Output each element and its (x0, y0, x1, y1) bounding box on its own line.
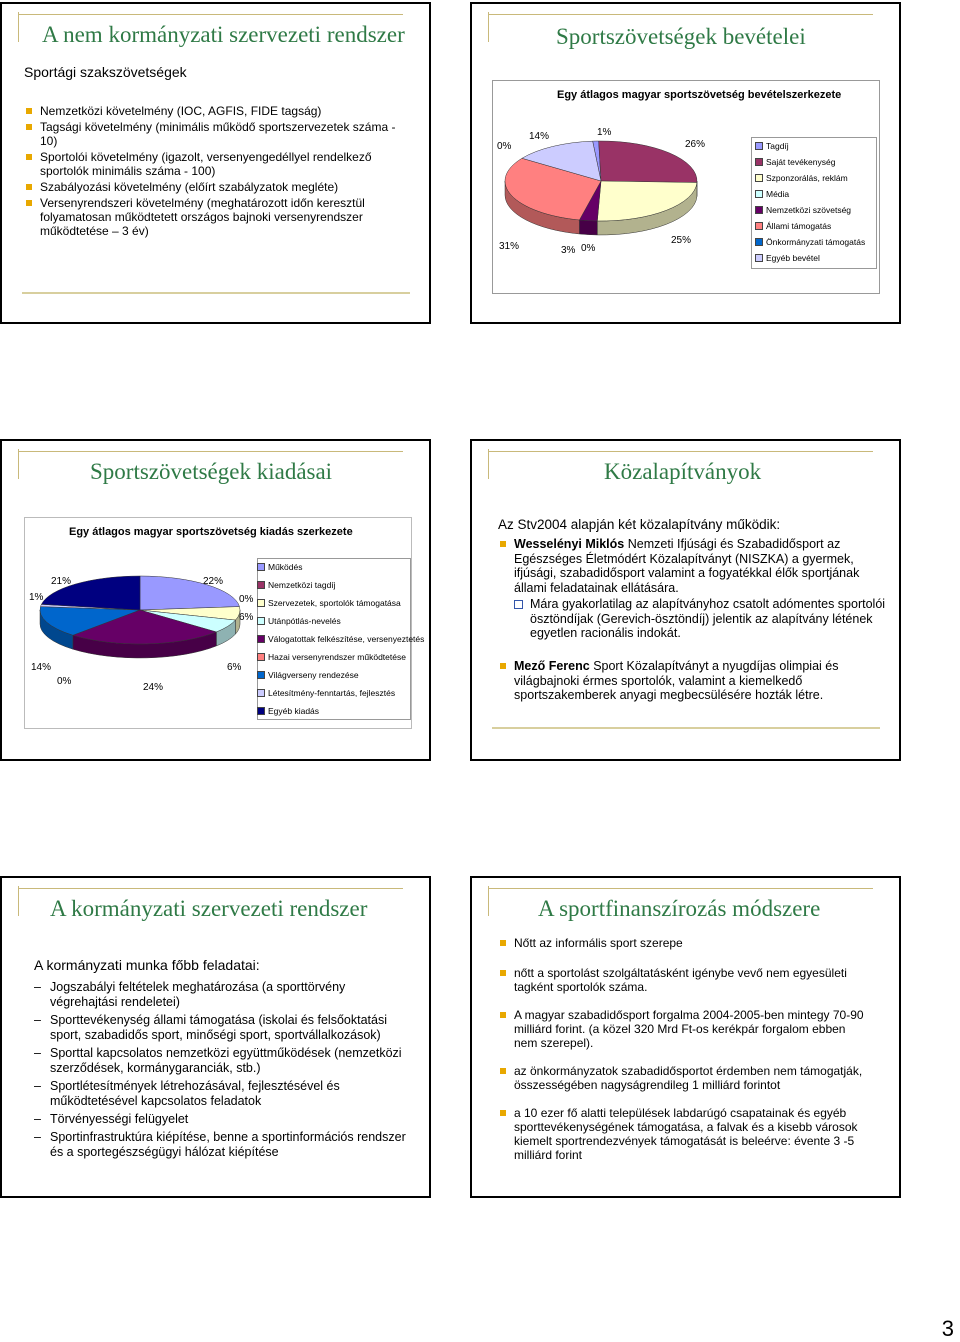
title-decoration (18, 449, 19, 479)
title-decoration-line (488, 451, 873, 452)
list-item: – Jogszabályi feltételek meghatározása (a sporttörvény végrehajtási rendeletei) (34, 980, 410, 1010)
legend-item: Tagdíj (766, 141, 789, 151)
revenue-pie (493, 81, 753, 281)
data-label: 21% (51, 576, 71, 587)
title-decoration (488, 449, 489, 479)
data-label: 31% (499, 241, 519, 252)
data-label: 14% (31, 662, 51, 673)
requirements-list (24, 104, 409, 240)
slide-gov-system (0, 876, 431, 1198)
data-label: 0% (239, 594, 253, 605)
list-item (498, 659, 878, 703)
data-label: 22% (203, 576, 223, 587)
legend-item: Egyéb kiadás (268, 706, 319, 716)
slide-title: Sportszövetségek bevételei (556, 24, 806, 50)
square-bullet-icon (514, 600, 523, 609)
legend-item: Szervezetek, sportolók támogatása (268, 598, 401, 608)
legend-item: Válogatottak felkészítése, versenyeztetés (268, 634, 424, 644)
item-text: Nemzeti Ifjúsági és Szabadidősport az Egészséges Életmódért Közalapítványt (NISZKA) a gyermek, ifjúsági, szabadidősport valamint a fogyatékkal élők sportjának állami feladatainak ellátására. (514, 537, 859, 595)
foundations-list-2 (498, 659, 878, 705)
slide-intro: Az Stv2004 alapján két közalapítvány működik: (498, 517, 780, 532)
legend-item: Nemzetközi szövetség (766, 205, 851, 215)
sub-item-text: Mára gyakorlatilag az alapítványhoz csatolt adómentes sportolói ösztöndíjak (Gerevich-ösztöndíj) jelentik az alapítvány létének egyetlen racionális indokát. (530, 597, 885, 640)
slide-title: Közalapítványok (604, 459, 761, 485)
list-item: Tagsági követelmény (minimális működő sportszervezetek száma - 10) (24, 120, 409, 148)
slide-federation-revenue (470, 2, 901, 324)
chart-title: Egy átlagos magyar sportszövetség bevételszerkezete (557, 89, 841, 101)
list-item: – Sporttal kapcsolatos nemzetközi együttműködések (nemzetközi szerződések, kormánygaranciák, stb.) (34, 1046, 410, 1076)
pie-slice-side (579, 220, 597, 235)
chart-legend (751, 137, 877, 269)
list-item: – Sportlétesítmények létrehozásával, fejlesztésével és működtetésével kapcsolatos feladatok (34, 1079, 410, 1109)
slide-federation-expenses (0, 439, 431, 761)
data-label: 26% (685, 139, 705, 150)
list-item: Szabályozási követelmény (előírt szabályzatok megléte) (24, 180, 409, 194)
slide-title: A sportfinanszírozás módszere (538, 896, 820, 922)
title-decoration-line (488, 888, 873, 889)
data-label: 0% (57, 676, 71, 687)
slide-subtitle: Sportági szakszövetségek (24, 64, 187, 80)
legend-item: Szponzorálás, reklám (766, 173, 848, 183)
legend-item: Hazai versenyrendszer működtetése (268, 652, 406, 662)
list-item: Nőtt az informális sport szerepe (498, 936, 868, 950)
legend-item: Utánpótlás-nevelés (268, 616, 341, 626)
slide-title: A nem kormányzati szervezeti rendszer (42, 22, 405, 48)
legend-item: Állami támogatás (766, 221, 831, 231)
financing-list (498, 936, 868, 1164)
slide-sport-financing (470, 876, 901, 1198)
data-label: 0% (497, 141, 511, 152)
page-number: 3 (942, 1316, 954, 1342)
list-item: nőtt a sportolást szolgáltatásként igénybe vevő nem egyesületi tagként sportolók száma. (498, 966, 868, 994)
list-item (498, 537, 878, 595)
name-bold: Wesselényi Miklós (514, 537, 624, 551)
data-label: 1% (597, 127, 611, 138)
title-decoration (488, 886, 489, 916)
list-item: Versenyrendszeri követelmény (meghatározott időn keresztül folyamatosan működtetett országos bajnoki versenyrendszer működtetése – 3 év) (24, 196, 409, 238)
legend-item: Önkormányzati támogatás (766, 237, 865, 247)
list-item: – Sportinfrastruktúra kiépítése, benne a sportinformációs rendszer és a sportegészségügyi hálózat kiépítése (34, 1130, 410, 1160)
expense-chart (24, 517, 412, 729)
list-item: Sportolói követelmény (igazolt, versenyengedéllyel rendelkező sportolók minimális száma - 100) (24, 150, 409, 178)
pie-slice (140, 576, 239, 610)
legend-item: Létesítmény-fenntartás, fejlesztés (268, 688, 395, 698)
legend-item: Média (766, 189, 789, 199)
title-decoration-line (18, 888, 403, 889)
title-decoration-line (18, 451, 403, 452)
footer-line (22, 292, 410, 294)
title-decoration (488, 12, 489, 42)
list-item: Nemzetközi követelmény (IOC, AGFIS, FIDE tagság) (24, 104, 409, 118)
title-decoration-line (488, 14, 873, 15)
slide-nongov-system (0, 2, 431, 324)
list-item: a 10 ezer fő alatti települések labdarúgó csapatainak és egyéb sporttevékenységének támogatása, a falvak és a kisebb városok kiemelt sportrendezvények támogatását is beleérve: évente 3 -5 milliárd forint (498, 1106, 868, 1162)
list-item: az önkormányzatok szabadidősportot érdemben nem támogatják, összességében nagyságrendileg 1 milliárd forintot (498, 1064, 868, 1092)
revenue-chart (492, 80, 880, 294)
name-bold: Mező Ferenc (514, 659, 590, 673)
data-label: 6% (239, 612, 253, 623)
chart-legend (257, 558, 411, 720)
legend-item: Működés (268, 562, 303, 572)
footer-line (492, 727, 880, 729)
legend-item: Nemzetközi tagdíj (268, 580, 336, 590)
sub-item (514, 597, 890, 641)
legend-item: Saját tevékenység (766, 157, 835, 167)
slide-title: Sportszövetségek kiadásai (90, 459, 332, 485)
title-decoration (18, 12, 19, 42)
chart-title: Egy átlagos magyar sportszövetség kiadás szerkezete (69, 526, 353, 538)
slide-public-foundations (470, 439, 901, 761)
data-label: 1% (29, 592, 43, 603)
slide-subtitle: A kormányzati munka főbb feladatai: (34, 957, 260, 973)
data-label: 3% (561, 245, 575, 256)
title-decoration-line (18, 14, 403, 15)
data-label: 24% (143, 682, 163, 693)
tasks-list (34, 980, 410, 1163)
pie-slice (599, 141, 697, 183)
legend-item: Világverseny rendezése (268, 670, 359, 680)
list-item: – Törvényességi felügyelet (34, 1112, 410, 1127)
title-decoration (18, 886, 19, 916)
data-label: 14% (529, 131, 549, 142)
data-label: 6% (227, 662, 241, 673)
item-text: Sport Közalapítványt a nyugdíjas olimpiai és világbajnoki érmes sportolók, valamint a kiemelkedő sportszakemberek anyagi megbecsülésére hozták létre. (514, 659, 838, 702)
list-item: A magyar szabadidősport forgalma 2004-2005-ben mintegy 70-90 milliárd forint. (a közel 320 Mrd Ft-os kerékpár forgalom ebben nem szerepel). (498, 1008, 868, 1050)
legend-item: Egyéb bevétel (766, 253, 820, 263)
list-item: – Sporttevékenység állami támogatása (iskolai és felsőoktatási sport, szabadidős sport, minőségi sport, sportvállalkozások) (34, 1013, 410, 1043)
foundations-list (498, 537, 878, 597)
slide-title: A kormányzati szervezeti rendszer (50, 896, 367, 922)
data-label: 25% (671, 235, 691, 246)
data-label: 0% (581, 243, 595, 254)
